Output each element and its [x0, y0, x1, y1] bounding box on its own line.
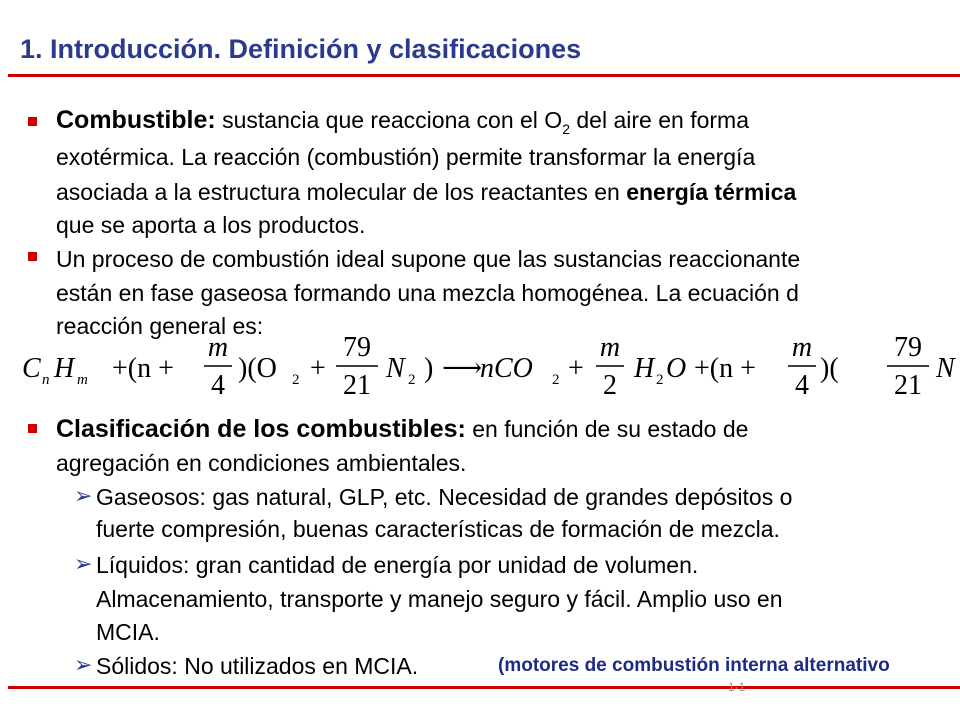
arrow-bullet-icon: ➢ [74, 483, 93, 508]
bullet-marker [28, 252, 37, 261]
eq-frac3-den: 2 [603, 370, 617, 400]
bullet2-line2: están en fase gaseosa formando una mezcla homogénea. La ecuación d [56, 280, 799, 306]
eq-co2-sub: 2 [552, 372, 560, 388]
eq-frac4-den: 4 [795, 370, 809, 400]
eq-h2o-o: O [666, 353, 687, 384]
bullet3-line2: agregación en condiciones ambientales. [56, 450, 467, 476]
term-clasificacion: Clasificación de los combustibles: [56, 415, 466, 443]
footnote-mcia: (motores de combustión interna alternativo [498, 655, 890, 676]
bullet3-line1 [56, 414, 748, 444]
eq-o-sub: 2 [292, 372, 300, 388]
eq-h2o-sub: 2 [656, 372, 664, 388]
term-energia-termica: energía térmica [626, 179, 797, 205]
eq-sub-m: m [77, 372, 88, 388]
eq-plus: + [310, 353, 326, 384]
eq-plus: + [568, 353, 584, 384]
bullet1-line1 [56, 105, 749, 144]
eq-h: H [54, 353, 75, 384]
eq-frac5-den: 21 [894, 370, 922, 400]
bullet1-line4: que se aporta a los productos. [56, 212, 366, 238]
eq-frac2-num: 79 [343, 334, 371, 363]
bullet-marker [28, 424, 37, 433]
eq-n2-sub: 2 [408, 372, 416, 388]
eq-frac2-den: 21 [343, 370, 371, 400]
bullet-marker [28, 117, 37, 126]
eq-arrow: ⟶ [442, 353, 483, 384]
eq-frac1-num: m [207, 334, 229, 363]
eq-n2: N [386, 353, 405, 384]
bullet3-line1-text: en función de su estado de [472, 416, 749, 442]
eq-tail-paren: )( [820, 353, 839, 384]
eq-tail-n: N [936, 353, 955, 384]
eq-c: C [22, 353, 41, 384]
liquidos-line2: Almacenamiento, transporte y manejo seguro y fácil. Amplio uso en [96, 586, 783, 612]
gaseosos-line2: fuerte compresión, buenas características de formación de mezcla. [96, 516, 780, 542]
eq-frac5-num: 79 [894, 334, 922, 363]
eq-frac1-den: 4 [211, 370, 225, 400]
solidos-line1: Sólidos: No utilizados en MCIA. [96, 653, 419, 679]
arrow-bullet-icon: ➢ [74, 652, 93, 677]
eq-frac3-num: m [599, 334, 621, 363]
page-number: 1-1 [728, 680, 746, 694]
liquidos-line1: Líquidos: gran cantidad de energía por unidad de volumen. [96, 552, 699, 578]
slide-title: 1. Introducción. Definición y clasificaciones [20, 34, 582, 64]
eq-plus-n: +(n + [112, 353, 174, 384]
bullet1-text-a: sustancia que reacciona con el O [222, 107, 563, 133]
eq-close: ) [424, 353, 434, 384]
eq-h2o-h: H [634, 353, 655, 384]
bullet1-line3 [56, 177, 796, 207]
bullet2-line1: Un proceso de combustión ideal supone que las sustancias reaccionante [56, 246, 801, 272]
footer-divider [8, 686, 960, 689]
o2-subscript: 2 [562, 121, 570, 137]
term-combustible: Combustible: [56, 106, 216, 134]
eq-frac4-num: m [791, 334, 813, 363]
bullet1-line2: exotérmica. La reacción (combustión) permite transformar la energía [56, 144, 756, 170]
eq-sub-n: n [42, 372, 50, 388]
arrow-bullet-icon: ➢ [74, 551, 93, 576]
eq-plus-n-2: +(n + [694, 353, 756, 384]
eq-nco: nCO [480, 353, 533, 384]
gaseosos-line1: Gaseosos: gas natural, GLP, etc. Necesidad de grandes depósitos o [96, 484, 793, 510]
bullet1-line3-text: asociada a la estructura molecular de los reactantes en [56, 179, 620, 205]
eq-open-o: )(O [238, 353, 277, 384]
bullet2-line3: reacción general es: [56, 313, 264, 339]
bullet1-text-b: del aire en forma [576, 107, 749, 133]
combustion-equation [22, 334, 960, 400]
liquidos-line3: MCIA. [96, 619, 160, 645]
